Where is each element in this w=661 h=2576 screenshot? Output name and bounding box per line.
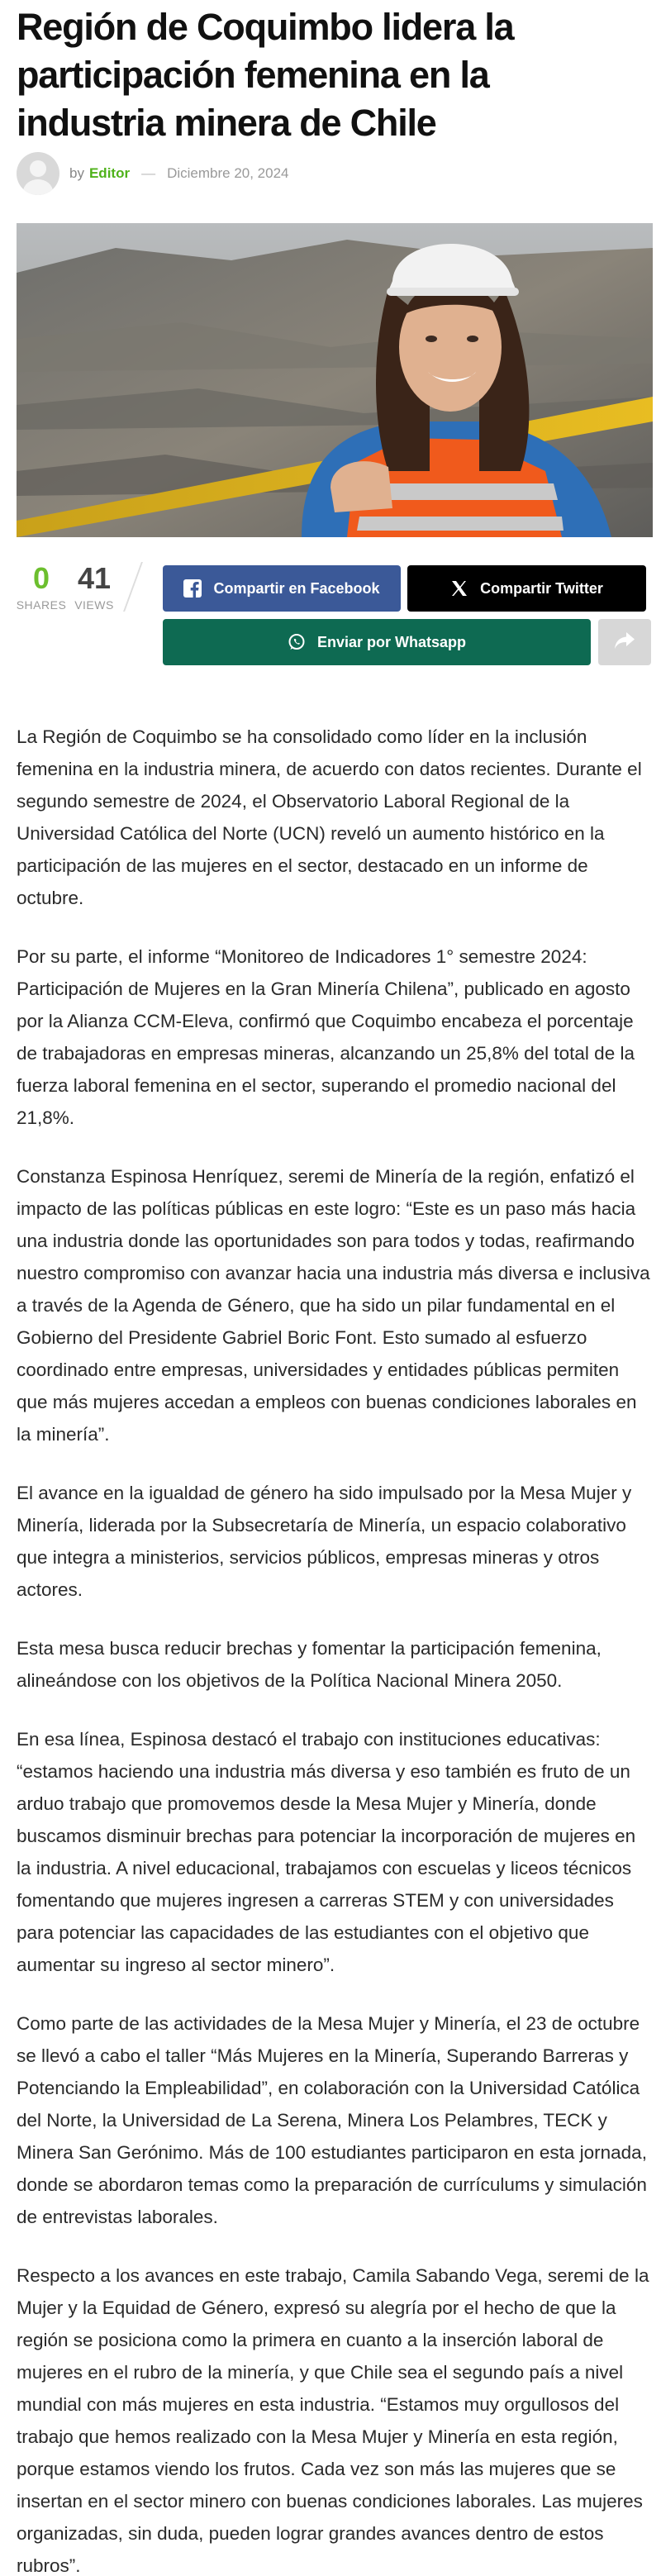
publish-date: Diciembre 20, 2024 (167, 165, 289, 181)
author-avatar[interactable] (17, 152, 59, 195)
facebook-icon (183, 579, 202, 598)
share-whatsapp-label: Enviar por Whatsapp (316, 633, 467, 650)
share-twitter-button[interactable] (407, 565, 646, 612)
hero-photo-woman-miner (17, 223, 653, 537)
author-link[interactable]: Editor (88, 165, 131, 181)
article-paragraph: El avance en la igualdad de género ha sido impulsado por la Mesa Mujer y Minería, liderada por la Subsecretaría de Minería, un espacio colaborativo que integra a ministerios, servicios públicos, empresas mineras y otros actores. (17, 1483, 632, 1600)
article-meta (17, 152, 644, 195)
x-twitter-icon (450, 579, 468, 598)
article-paragraph: Por su parte, el informe “Monitoreo de Indicadores 1° semestre 2024: Participación de Mujeres en la Gran Minería Chilena”, publicado en agosto por la Alianza CCM-Eleva, confirmó que Coquimbo encabeza el porcentaje de trabajadoras en empresas mineras, alcanzando un 25,8% del total de la fuerza laboral femenina en el sector, superando el promedio nacional del 21,8%. (17, 946, 635, 1128)
share-facebook-button[interactable] (163, 565, 401, 612)
share-more-button[interactable] (598, 619, 651, 665)
article-paragraph: En esa línea, Espinosa destacó el trabajo con instituciones educativas: “estamos haciendo una industria más diversa y eso también es fruto de un arduo trabajo que promovemos desde la Mesa Mujer y Minería, donde buscamos disminuir brechas para potenciar la incorporación de mujeres en la industria. A nivel educacional, trabajamos con escuelas y liceos técnicos fomentando que mujeres ingresen a carreras STEM y con universidades para potenciar las capacidades de las estudiantes con el objetivo que aumentar su ingreso al sector minero”. (17, 1729, 636, 1975)
meta-separator: — (141, 165, 156, 181)
article-paragraph: Como parte de las actividades de la Mesa Mujer y Minería, el 23 de octubre se llevó a cabo el taller “Más Mujeres en la Minería, Superando Barreras y Potenciando la Empleabilidad”, en colaboración con la Universidad Católica del Norte, la Universidad de La Serena, Minera Los Pelambres, TECK y Minera San Gerónimo. Más de 100 estudiantes participaron en esta jornada, donde se abordaron temas como la preparación de currículums y simulación de entrevistas laborales. (17, 2013, 647, 2227)
article-paragraph: Constanza Espinosa Henríquez, seremi de Minería de la región, enfatizó el impacto de las políticas públicas en este logro: “Este es un paso más hacia una industria donde las oportunidades son para todos y todas, reafirmando nuestro compromiso con avanzar hacia una industria más diversa e inclusiva a través de la Agenda de Género, que ha sido un pilar fundamental en el Gobierno del Presidente Gabriel Boric Font. Esto sumado al esfuerzo coordinado entre empresas, universidades y entidades públicas permiten que más mujeres accedan a empleos con buenas condiciones laborales en la minería”. (17, 1166, 650, 1445)
by-label: by (69, 165, 84, 181)
share-arrow-icon (613, 631, 636, 655)
views-label: VIEWS (74, 598, 114, 612)
share-whatsapp-button[interactable] (163, 619, 591, 665)
share-twitter-label: Compartir Twitter (480, 579, 603, 597)
shares-count: 0 (32, 561, 50, 595)
stats-divider (123, 562, 143, 612)
whatsapp-icon (288, 633, 306, 651)
article-title: Región de Coquimbo lidera la participación femenina en la industria minera de Chile (17, 6, 514, 144)
hero-image (17, 223, 653, 537)
shares-stat (15, 562, 68, 620)
share-stats (15, 562, 121, 620)
shares-label: SHARES (16, 598, 67, 612)
article-paragraph: Esta mesa busca reducir brechas y fomentar la participación femenina, alineándose con los objetivos de la Política Nacional Minera 2050. (17, 1638, 602, 1691)
share-facebook-label: Compartir en Facebook (213, 579, 380, 597)
article-paragraph: Respecto a los avances en este trabajo, Camila Sabando Vega, seremi de la Mujer y la Equidad de Género, expresó su alegría por el hecho de que la región se posiciona como la primera en cuanto a la inserción laboral de mujeres en el rubro de la minería, y que Chile sea el segundo país a nivel mundial con más mujeres en esta industria. “Estamos muy orgullosos del trabajo que hemos realizado con la Mesa Mujer y Minería en esta región, porque estamos viendo los frutos. Cada vez son más las mujeres que se insertan en el sector minero con buenas condiciones laborales. Las mujeres organizadas, sin duda, pueden lograr grandes avances dentro de estos rubros”. (17, 2265, 649, 2576)
article-body (17, 721, 653, 2576)
views-stat (68, 562, 121, 620)
views-count: 41 (77, 561, 112, 595)
article-paragraph: La Región de Coquimbo se ha consolidado como líder en la inclusión femenina en la industria minera, de acuerdo con datos recientes. Durante el segundo semestre de 2024, el Observatorio Laboral Regional de la Universidad Católica del Norte (UCN) reveló un aumento histórico en la participación de las mujeres en el sector, destacado en un informe de octubre. (17, 726, 642, 908)
